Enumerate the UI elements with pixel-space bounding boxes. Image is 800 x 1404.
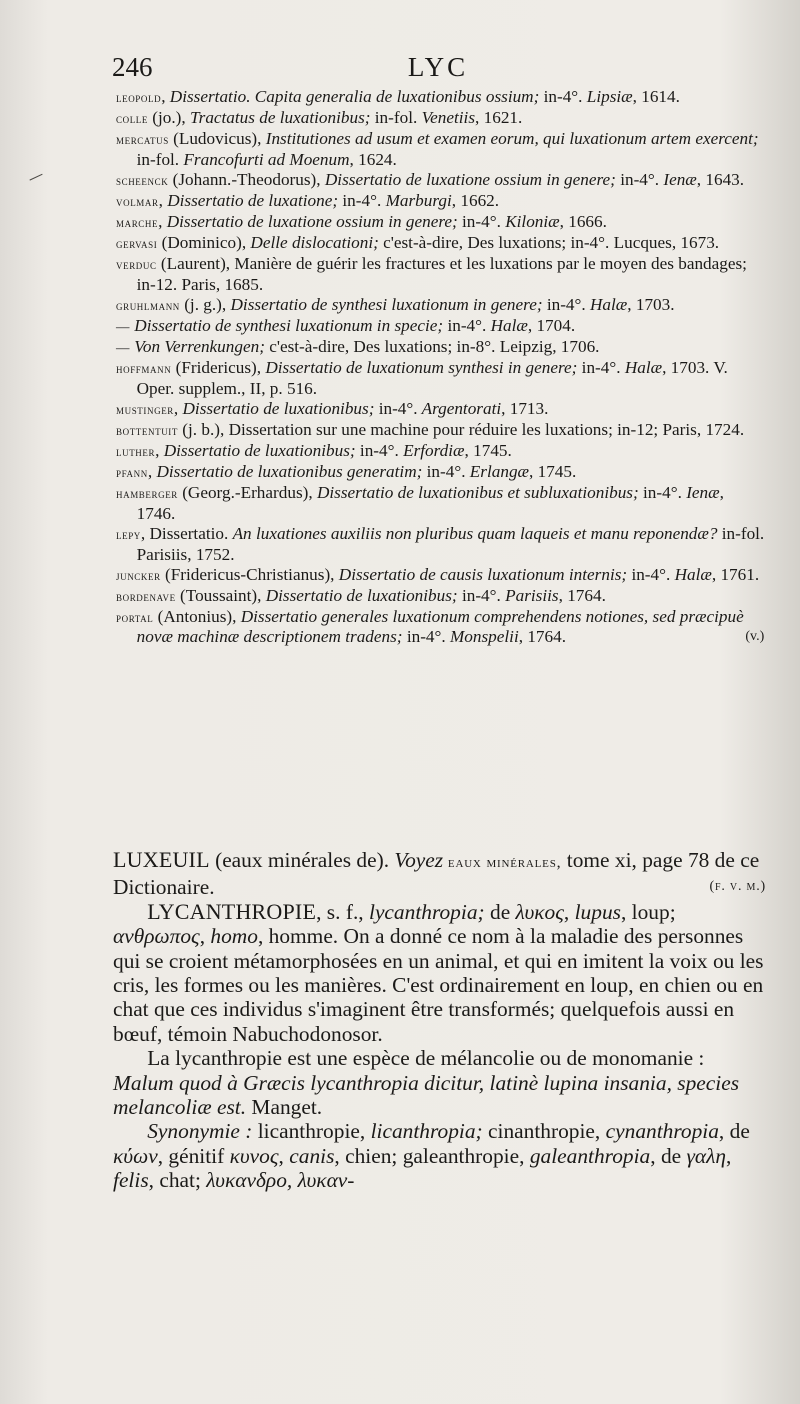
entry-date: , 1666. bbox=[559, 212, 607, 232]
entry-author-detail: , bbox=[158, 190, 168, 210]
page-header bbox=[112, 52, 764, 86]
margin-mark bbox=[29, 174, 48, 194]
entry-title: Dissertatio de synthesi luxationum in genere; bbox=[230, 294, 543, 314]
entry-publication: in-4°. bbox=[457, 585, 501, 605]
entry-title: Dissertatio. Capita generalia de luxationibus ossium; bbox=[169, 87, 540, 106]
entry-publication: in-4°. bbox=[374, 398, 418, 418]
entry-place: Marburgi bbox=[381, 190, 452, 210]
entry-lycanthropie bbox=[113, 900, 766, 1046]
text: , bbox=[278, 1143, 290, 1168]
bibliography-entry bbox=[116, 316, 766, 337]
entry-author-detail: (j. g.), bbox=[179, 294, 231, 314]
entry-publication: in-4°. bbox=[638, 483, 682, 503]
entry-publication: in-4°. bbox=[627, 564, 671, 584]
entry-place: Halæ bbox=[620, 358, 663, 378]
headword-lycanthropie: LYCANTHROPIE bbox=[147, 898, 317, 924]
cross-reference-rest: tome xi, page 78 de ce Dictionaire. bbox=[113, 848, 760, 900]
bibliography-entry bbox=[116, 212, 766, 233]
entry-title: Institutiones ad usum et examen eorum, qui luxationum artem exercent; bbox=[265, 129, 759, 149]
entry-place: Parisiis bbox=[500, 585, 559, 605]
entry-author-detail: , bbox=[158, 212, 167, 232]
entry-date: , 1643. bbox=[696, 169, 745, 189]
entry-title: Dissertatio generales luxationum comprehendens notiones, sed præcipuè novæ machinæ descriptionem tradens; bbox=[136, 606, 744, 647]
entry-title: Tractatus de luxationibus; bbox=[190, 108, 371, 128]
entry-author: portal bbox=[116, 609, 154, 625]
bibliography-entry bbox=[116, 399, 766, 420]
running-head: LYC bbox=[407, 52, 469, 82]
bibliography-entry bbox=[116, 191, 766, 212]
entry-title: Dissertatio de luxatione; bbox=[167, 190, 339, 210]
entry-publication: in-fol. bbox=[136, 149, 180, 169]
greek-term: λυκος bbox=[515, 899, 564, 924]
entry-author-detail: , bbox=[173, 398, 183, 418]
part-of-speech: , s. f., bbox=[316, 899, 369, 924]
entry-date: , 1662. bbox=[451, 190, 500, 210]
text: La lycanthropie est une espèce de mélancolie ou de monomanie : bbox=[147, 1046, 705, 1071]
bibliography-entry bbox=[116, 87, 766, 108]
entry-author-detail: (Fridericus-Christianus), bbox=[160, 564, 339, 584]
entry-title: Delle dislocationi; bbox=[250, 233, 379, 253]
greek-term: γαλη bbox=[686, 1143, 727, 1168]
entry-author: pfann bbox=[116, 465, 148, 481]
entry-publication: c'est-à-dire, Des luxations; in-4°. Lucques, 1673. bbox=[378, 233, 720, 253]
bibliography-entry bbox=[116, 295, 766, 316]
article-body bbox=[113, 848, 766, 1193]
greek-term: κύων bbox=[113, 1143, 158, 1168]
entry-publication: in-4°. bbox=[338, 190, 382, 210]
entry-title: Dissertatio de luxationibus; bbox=[182, 398, 375, 418]
entry-publication: in-4°. bbox=[539, 87, 583, 106]
entry-place: Halæ bbox=[585, 294, 628, 314]
entry-place: An luxationes auxiliis non pluribus quam laqueis et manu reponendæ? bbox=[232, 523, 718, 543]
entry-author: gervasi bbox=[116, 236, 158, 252]
latin-term: galeanthropia bbox=[529, 1143, 651, 1168]
entry-date: , 1614. bbox=[632, 87, 680, 106]
greek-term: κυνος bbox=[229, 1143, 279, 1168]
headword-luxeuil: LUXEUIL bbox=[113, 847, 210, 872]
bibliography-entry bbox=[116, 108, 766, 129]
latin-term: canis bbox=[289, 1143, 335, 1168]
text: , de bbox=[650, 1143, 687, 1168]
entry-publication: in-4°. bbox=[457, 212, 501, 232]
entry-author-detail: , bbox=[140, 523, 150, 543]
voyez-label: Voyez bbox=[394, 848, 444, 872]
entry-publication: in-4°. bbox=[615, 169, 660, 189]
entry-author-detail: (Laurent), bbox=[156, 254, 235, 274]
entry-author: luther bbox=[116, 444, 156, 460]
entry-date: , 1746. bbox=[136, 483, 724, 523]
entry-author-detail: (Antonius), bbox=[153, 606, 241, 626]
quote-source: Manget. bbox=[246, 1095, 323, 1120]
entry-publication: in-4°. bbox=[402, 627, 446, 647]
entry-publication: in-4°. bbox=[355, 441, 399, 461]
entry-publication: Dissertation sur une machine pour réduire les luxations; in-12; Paris, 1724. bbox=[228, 420, 745, 439]
text: , de bbox=[718, 1119, 750, 1144]
latin-quote: Malum quod à Græcis lycanthropia dicitur, latinè lupina insania, species melancoliæ est. bbox=[113, 1070, 740, 1120]
entry-author: bottentuit bbox=[116, 423, 178, 438]
entry-place: Francofurti ad Moenum bbox=[179, 149, 350, 169]
cross-reference: eaux minérales, bbox=[443, 854, 562, 871]
entry-title: Dissertatio de luxationum synthesi in genere; bbox=[265, 358, 578, 378]
bibliography-entry bbox=[116, 170, 766, 191]
entry-date: , 1624. bbox=[349, 149, 397, 169]
greek-term: ανθρωπος bbox=[113, 924, 200, 949]
entry-publication: in-4°. bbox=[577, 358, 621, 378]
entry-date: , 1764. bbox=[518, 627, 566, 647]
latin-term: licanthropia; bbox=[370, 1119, 483, 1144]
entry-author-detail: , bbox=[147, 462, 157, 482]
page-number: 246 bbox=[112, 52, 153, 82]
latin-term: cynanthropia bbox=[605, 1119, 719, 1144]
greek-term: λυκανδρο, λυκαν- bbox=[206, 1168, 355, 1193]
entry-place: Kiloniæ bbox=[500, 212, 560, 232]
latin-term: homo bbox=[210, 924, 258, 949]
entry-author: volmar bbox=[116, 193, 159, 209]
bibliography-entry bbox=[116, 441, 766, 462]
entry-publication: in-4°. bbox=[443, 316, 487, 336]
bibliography-list bbox=[116, 87, 766, 648]
text: , bbox=[563, 899, 575, 924]
entry-title: Dissertatio de luxationibus et subluxationibus; bbox=[316, 483, 639, 503]
entry-place: Ienæ bbox=[681, 483, 720, 503]
entry-author-detail: (jo.), bbox=[148, 108, 191, 128]
entry-author: bordenave bbox=[116, 588, 176, 604]
entry-author-detail: , bbox=[155, 441, 164, 461]
bibliography-entry bbox=[116, 586, 766, 607]
text: , chien; galeanthropie, bbox=[334, 1143, 530, 1168]
definition-text: , homme. On a donné ce nom à la maladie des personnes qui se croient métamorphosées en un animal, et qui en imitent la voix ou les cris, les formes ou les manières. C'est ordinairement en loup, en chien ou en chat que ces individus s'imaginent être transformés; quelquefois aussi en bœuf, témoin Nabuchodonosor. bbox=[113, 924, 764, 1046]
entry-author: scheenck bbox=[116, 172, 169, 188]
luxeuil-text: (eaux minérales de). bbox=[209, 848, 395, 872]
entry-place: Halæ bbox=[670, 564, 712, 584]
bibliography-entry bbox=[116, 254, 766, 294]
entry-publication: Dissertatio. bbox=[149, 523, 233, 543]
entry-author: verduc bbox=[116, 257, 157, 273]
entry-date: , 1703. V. Oper. supplem., II, p. 516. bbox=[136, 358, 728, 398]
paragraph-synonymie bbox=[113, 1119, 766, 1192]
entry-date: in-fol. Parisiis, 1752. bbox=[136, 523, 765, 564]
entry-author: gruhlmann bbox=[116, 297, 180, 313]
entry-author-detail: (Fridericus), bbox=[171, 358, 266, 378]
entry-date: , 1621. bbox=[475, 108, 523, 128]
entry-place: Erfordiæ bbox=[398, 441, 465, 461]
entry-author: leopold bbox=[116, 90, 162, 105]
text: , génitif bbox=[157, 1143, 230, 1168]
entry-date: , 1703. bbox=[627, 294, 675, 314]
entry-author: hoffmann bbox=[116, 361, 172, 377]
entry-title: Dissertatio de luxationibus; bbox=[163, 441, 356, 461]
entry-publication: in-4°. bbox=[422, 462, 466, 482]
entry-place: Argentorati bbox=[417, 398, 502, 418]
bibliography-entry bbox=[116, 129, 766, 169]
text: , bbox=[199, 924, 211, 949]
entry-date: , 1764. bbox=[558, 585, 606, 605]
entry-place: Monspelii bbox=[445, 627, 519, 647]
text: , chat; bbox=[148, 1168, 207, 1193]
entry-place: Ienæ bbox=[659, 169, 697, 189]
entry-title: Von Verrenkungen; bbox=[134, 337, 265, 357]
entry-title: Dissertatio de synthesi luxationum in specie; bbox=[134, 316, 444, 336]
entry-place: Lipsiæ bbox=[582, 87, 633, 106]
entry-author: marche bbox=[116, 215, 159, 231]
bibliography-entry bbox=[116, 483, 766, 523]
entry-author-detail: , bbox=[161, 87, 170, 106]
bibliography-entry bbox=[116, 358, 766, 398]
entry-author: — bbox=[116, 319, 130, 335]
entry-author-detail: (j. b.), bbox=[178, 420, 229, 439]
entry-date: , 1745. bbox=[464, 441, 512, 461]
entry-date: , 1704. bbox=[527, 316, 576, 336]
entry-author: colle bbox=[116, 111, 148, 127]
entry-title: Dissertatio de luxationibus; bbox=[265, 585, 458, 605]
entry-title: Dissertatio de luxatione ossium in genere; bbox=[166, 212, 458, 232]
entry-author-detail: (Toussaint), bbox=[175, 585, 266, 605]
bibliography-entry bbox=[116, 462, 766, 483]
bibliography-entry bbox=[116, 337, 766, 358]
entry-author: mercatus bbox=[116, 132, 169, 148]
latin-term: lycanthropia; bbox=[369, 899, 485, 924]
entry-author: lepy bbox=[116, 526, 141, 542]
entry-publication: in-4°. bbox=[542, 294, 586, 314]
entry-author: juncker bbox=[116, 567, 161, 583]
entry-publication: Manière de guérir les fractures et les luxations par le moyen des bandages; in-12. Paris, 1685. bbox=[136, 254, 747, 294]
entry-title: Dissertatio de luxationibus generatim; bbox=[156, 462, 423, 482]
text: cinanthropie, bbox=[482, 1119, 606, 1144]
entry-date: , 1761. bbox=[711, 564, 760, 584]
entry-date: , 1713. bbox=[501, 398, 549, 418]
text: , loup; bbox=[620, 899, 676, 924]
entry-author: hamberger bbox=[116, 486, 178, 502]
bibliography-entry bbox=[116, 420, 766, 441]
author-signature: (f. v. m.) bbox=[709, 879, 766, 895]
entry-author-detail: (Johann.-Theodorus), bbox=[168, 169, 325, 189]
entry-author-detail: (Ludovicus), bbox=[168, 129, 266, 149]
entry-author: mustinger bbox=[116, 401, 174, 417]
entry-place: Halæ bbox=[486, 316, 528, 336]
entry-place: Erlangæ bbox=[465, 462, 530, 482]
entry-publication: in-fol. bbox=[370, 108, 418, 128]
entry-luxeuil bbox=[113, 848, 766, 900]
bibliography-entry bbox=[116, 565, 766, 586]
entry-title: Dissertatio de luxatione ossium in genere; bbox=[324, 169, 616, 189]
entry-place: Venetiis bbox=[417, 108, 476, 128]
paragraph-monomanie bbox=[113, 1046, 766, 1119]
entry-title: Dissertatio de causis luxationum internis; bbox=[338, 564, 628, 584]
latin-term: lupus bbox=[574, 899, 621, 924]
text: , bbox=[726, 1143, 732, 1168]
bibliography-entry: portal (Antonius), Dissertatio generales luxationum comprehendens notiones, sed præcipuè novæ machinæ descriptionem tradens; in-4°. Monspelii, 1764. (v.) bbox=[116, 606, 765, 647]
entry-date: , 1745. bbox=[529, 462, 577, 482]
text: de bbox=[484, 899, 516, 924]
bibliography-entry bbox=[116, 524, 766, 564]
text: licanthropie, bbox=[252, 1119, 371, 1144]
entry-publication: c'est-à-dire, Des luxations; in-8°. Leipzig, 1706. bbox=[264, 337, 600, 357]
bibliography-entry bbox=[116, 233, 766, 254]
entry-author: — bbox=[116, 340, 130, 356]
latin-term: felis bbox=[113, 1168, 149, 1193]
synonymie-label: Synonymie : bbox=[147, 1119, 253, 1144]
entry-author-detail: (Dominico), bbox=[157, 233, 251, 253]
entry-author-detail: (Georg.-Erhardus), bbox=[177, 483, 317, 503]
